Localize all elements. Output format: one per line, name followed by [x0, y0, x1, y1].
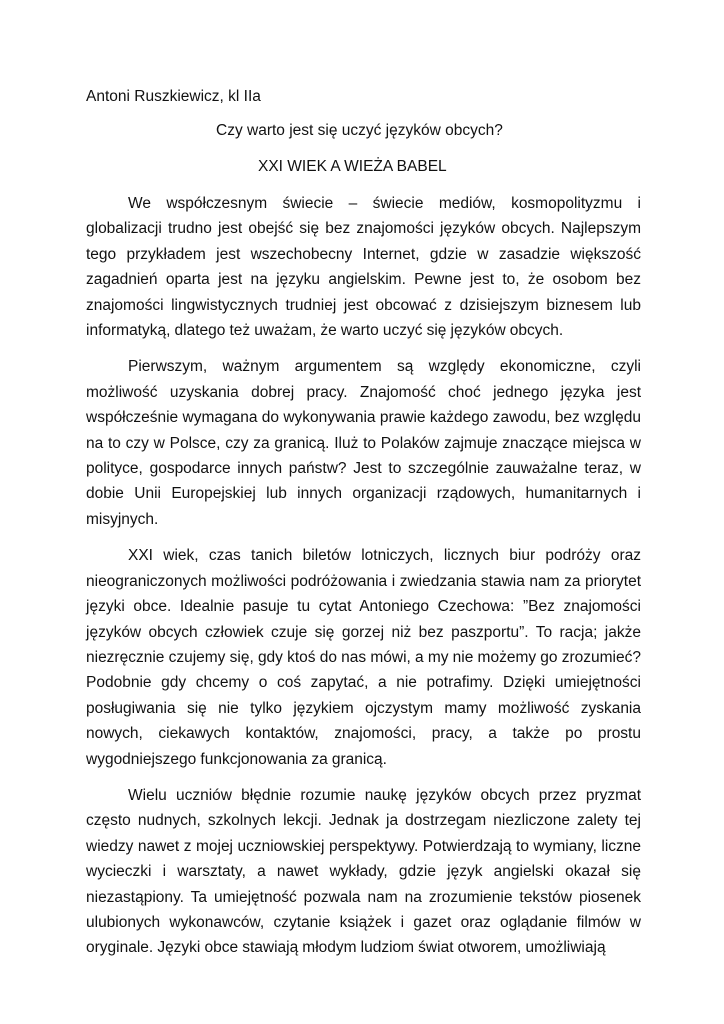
paragraph-4: Wielu uczniów błędnie rozumie naukę języków obcych przez pryzmat często nudnych, szkolnych lekcji. Jednak ja dostrzegam niezliczone zalety tej wiedzy nawet z mojej uczniowskiej perspektywy. Potwierdzają to wymiany, liczne wycieczki i warsztaty, a nawet wykłady, gdzie język angielski okazał się niezastąpiony. Ta umiejętność pozwala nam na zrozumienie tekstów piosenek ulubionych wykonawców, czytanie książek i gazet oraz oglądanie filmów w oryginale. Języki obce stawiają młodym ludziom świat otworem, umożliwiają	[86, 786, 641, 957]
essay-title: XXI WIEK A WIEŻA BABEL	[258, 158, 447, 175]
author-line: Antoni Ruszkiewicz, kl IIa	[86, 88, 261, 105]
document-page	[86, 86, 641, 961]
paragraph-1: We współczesnym świecie – świecie mediów, kosmopolityzmu i globalizacji trudno jest obejść się bez znajomości języków obcych. Najlepszym tego przykładem jest wszechobecny Internet, gdzie w zasadzie większość zagadnień oparta jest na języku angielskim. Pewne jest to, że osobom bez znajomości lingwistycznych trudniej jest obcować z dzisiejszym biznesem lub informatyką, dlatego też uważam, że warto uczyć się języków obcych.	[86, 195, 641, 340]
essay-question: Czy warto jest się uczyć języków obcych?	[216, 122, 503, 139]
paragraph-2: Pierwszym, ważnym argumentem są względy ekonomiczne, czyli możliwość uzyskania dobrej pracy. Znajomość choć jednego języka jest współcześnie wymagana do wykonywania prawie każdego zawodu, bez względu na to czy w Polsce, czy za granicą. Iluż to Polaków zajmuje znaczące miejsca w polityce, gospodarce innych państw? Jest to szczególnie zauważalne teraz, w dobie Unii Europejskiej lub innych organizacji rządowych, humanitarnych i misyjnych.	[86, 358, 641, 528]
paragraph-3: XXI wiek, czas tanich biletów lotniczych, licznych biur podróży oraz nieograniczonych możliwości podróżowania i zwiedzania stawia nam za priorytet języki obce. Idealnie pasuje tu cytat Antoniego Czechowa: ”Bez znajomości języków obcych człowiek czuje się gorzej niż bez paszportu”. To racja; jakże niezręcznie czujemy się, gdy ktoś do nas mówi, a my nie możemy go zrozumieć? Podobnie gdy chcemy o coś zapytać, a nie potrafimy. Dzięki umiejętności posługiwania się nie tylko językiem ojczystym mamy możliwość zyskania nowych, ciekawych kontaktów, znajomości, pracy, a także po prostu wygodniejszego funkcjonowania za granicą.	[86, 547, 641, 768]
